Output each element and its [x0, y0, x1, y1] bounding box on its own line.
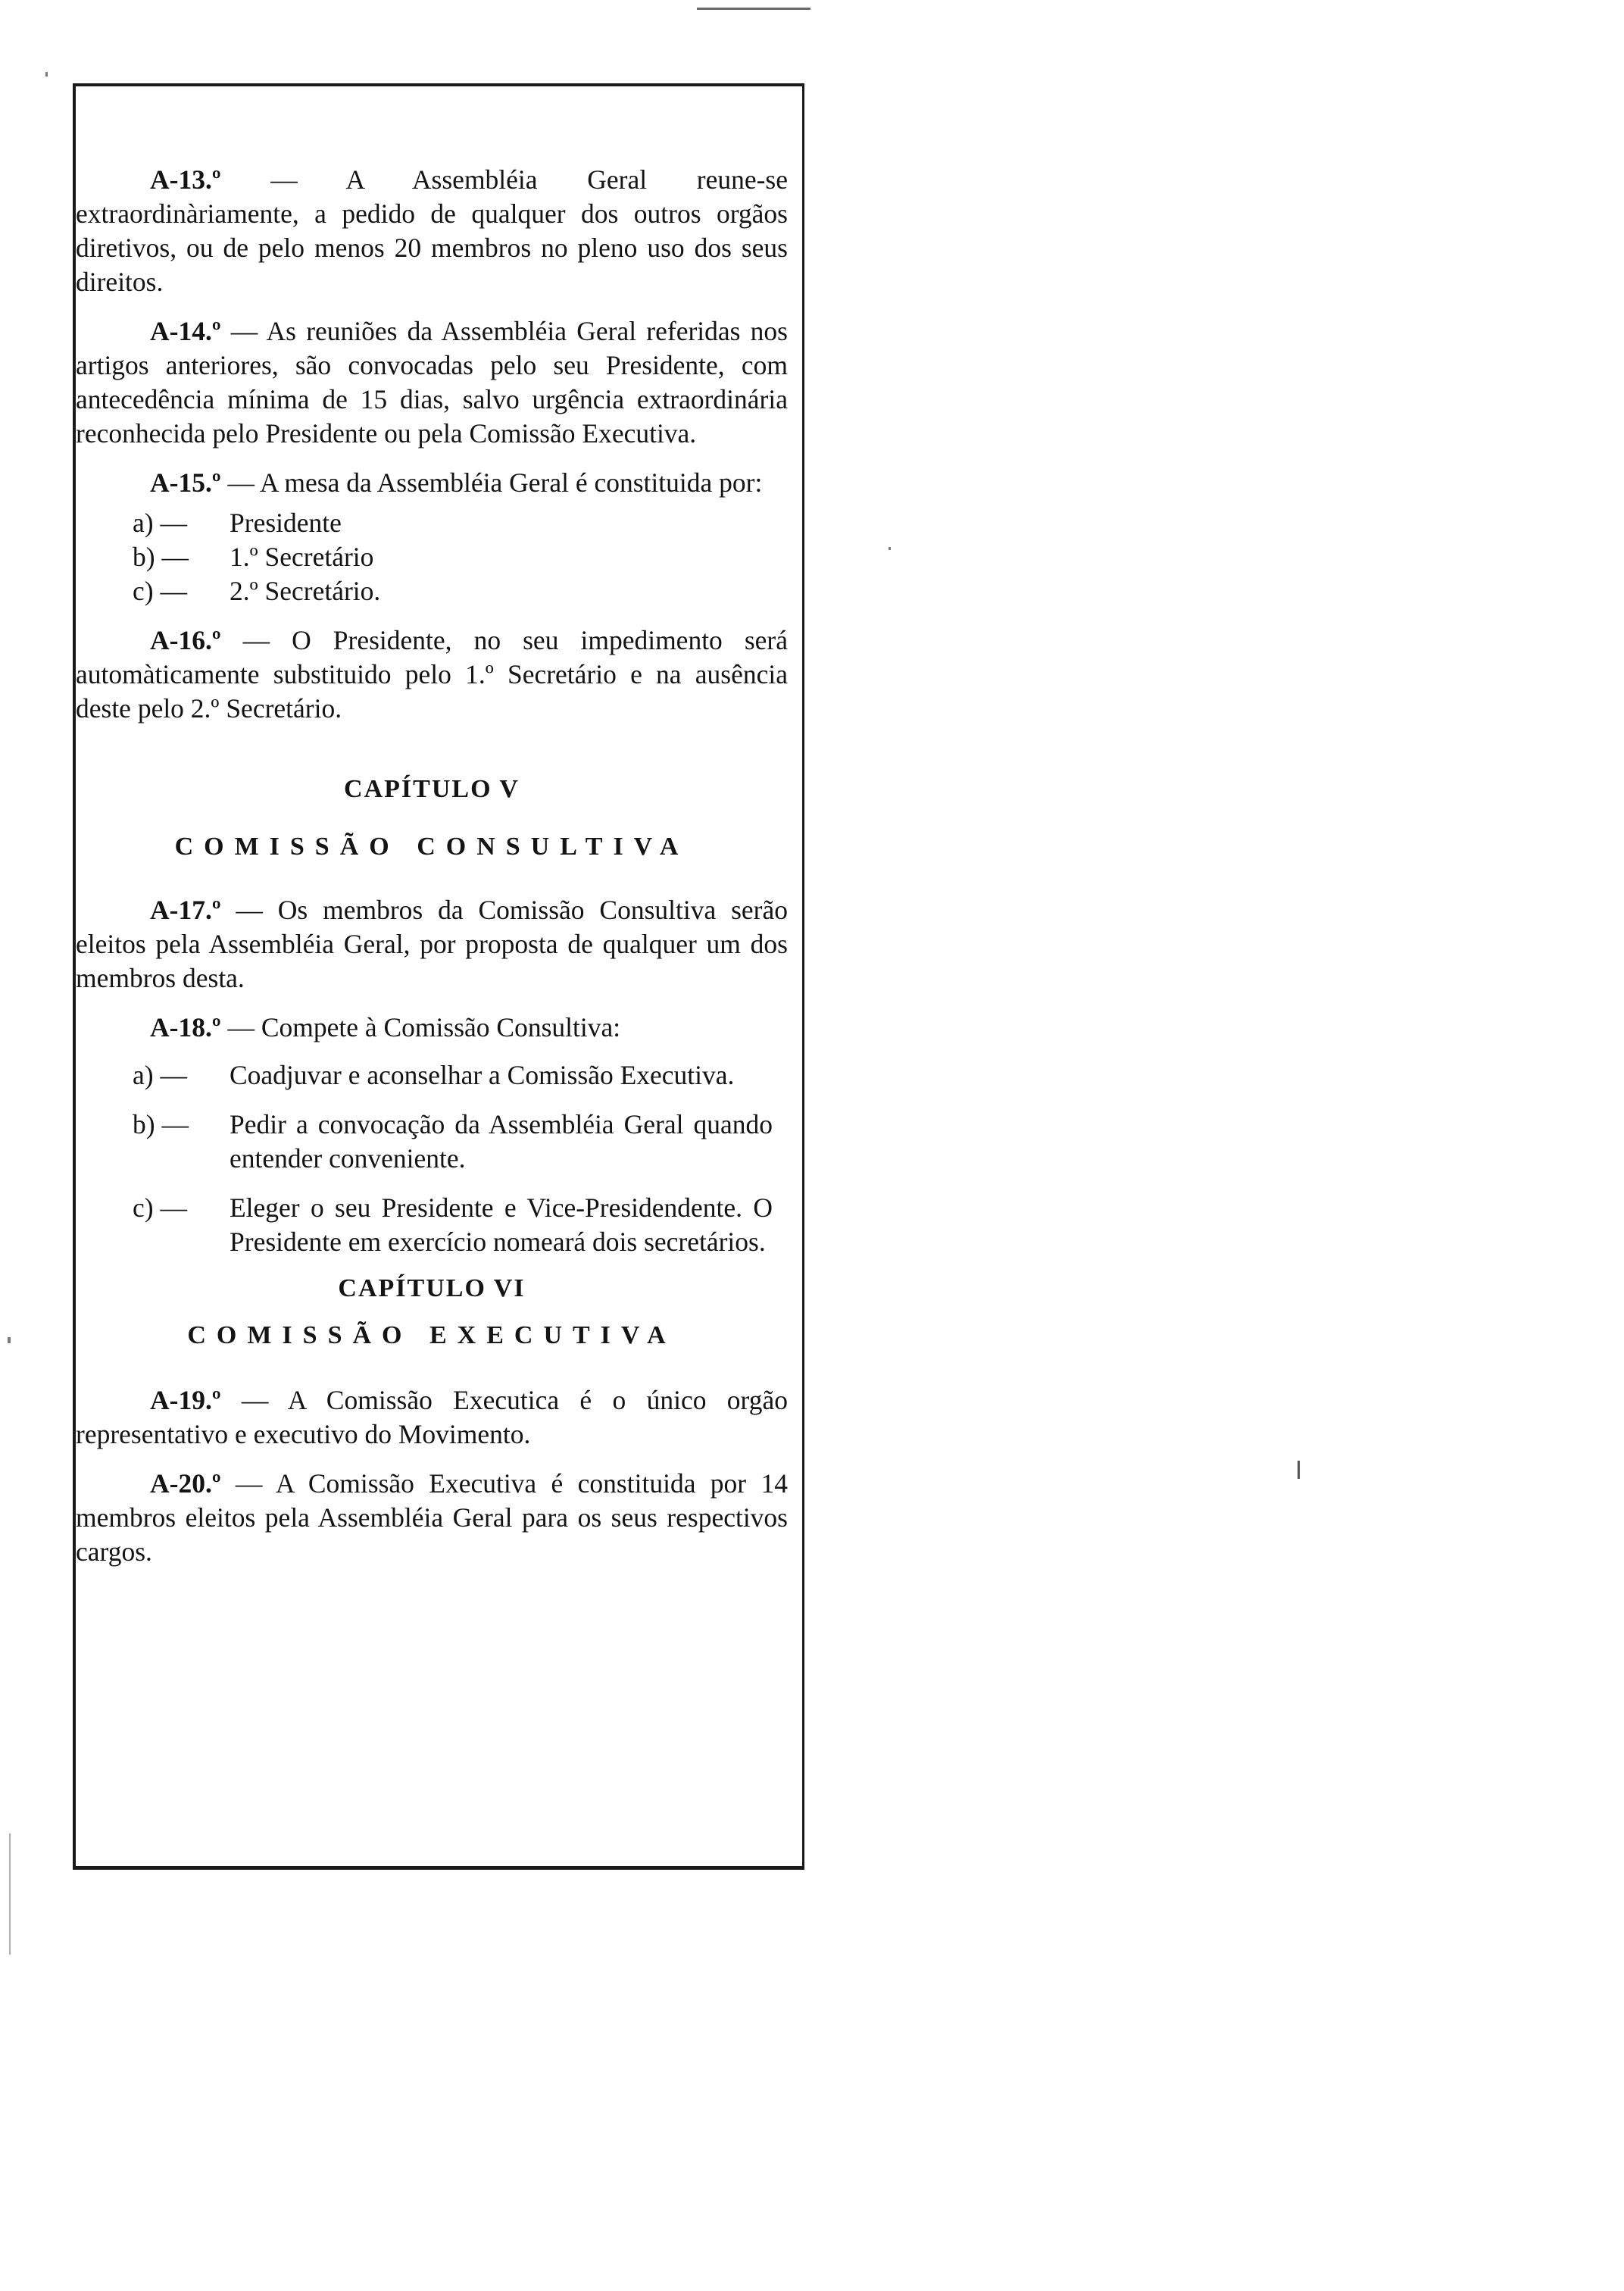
list-text: Coadjuvar e aconselhar a Comissão Executiva. [230, 1060, 735, 1090]
list-text: 1.º Secretário [230, 542, 374, 572]
article-text: — A Assembléia Geral reune-se extraordinàriamente, a pedido de qualquer dos outros orgãos diretivos, ou de pelo menos 20 membros no pleno uso dos seus direitos. [76, 164, 788, 297]
article-code: A-18.º [150, 1012, 221, 1042]
article-code: A-20.º [150, 1468, 221, 1499]
chapter-title: COMISSÃO EXECUTIVA [187, 1321, 676, 1349]
list-item [76, 506, 788, 540]
list-text: Eleger o seu Presidente e Vice-Presidendente. O Presidente em exercício nomeará dois secretários. [230, 1192, 773, 1257]
list-text: 2.º Secretário. [230, 576, 381, 606]
scan-speck [45, 72, 48, 77]
chapter-label: CAPÍTULO VI [338, 1274, 526, 1302]
document-body [76, 148, 788, 1584]
list-mesa [76, 506, 788, 608]
list-item [76, 1191, 788, 1259]
list-item [76, 574, 788, 608]
list-item [76, 540, 788, 574]
article-code: A-13.º [150, 164, 221, 195]
article-a20 [76, 1467, 788, 1569]
article-a19 [76, 1383, 788, 1452]
article-text: — O Presidente, no seu impedimento será automàticamente substituido pelo 1.º Secretário e na ausência deste pelo 2.º Secretário. [76, 625, 788, 724]
list-marker: b) — [133, 542, 189, 572]
list-competencias [76, 1058, 788, 1259]
article-code: A-16.º [150, 625, 221, 655]
article-text: — A Comissão Executiva é constituida por 14 membros eleitos pela Assembléia Geral para os seus respectivos cargos. [76, 1468, 788, 1567]
article-code: A-19.º [150, 1385, 221, 1415]
article-code: A-15.º [150, 467, 221, 498]
scan-edge-line [697, 8, 810, 10]
article-a14 [76, 314, 788, 451]
list-text: Pedir a convocação da Assembléia Geral quando entender conveniente. [230, 1109, 773, 1174]
chapter-title: COMISSÃO CONSULTIVA [174, 833, 689, 861]
scan-speck [889, 547, 891, 550]
article-a15 [76, 466, 788, 500]
list-marker: a) — [133, 1060, 187, 1090]
list-item [76, 1058, 788, 1092]
list-item [76, 1108, 788, 1176]
article-a16 [76, 624, 788, 726]
article-text: — As reuniões da Assembléia Geral referidas nos artigos anteriores, são convocadas pelo seu Presidente, com antecedência mínima de 15 dias, salvo urgência extraordinária reconhecida pelo Presidente ou pela Comissão Executiva. [76, 316, 788, 449]
chapter-label: CAPÍTULO V [344, 775, 520, 803]
article-a17 [76, 893, 788, 995]
article-a18 [76, 1011, 788, 1045]
list-text: Presidente [230, 508, 342, 538]
list-marker: a) — [133, 508, 187, 538]
list-marker: b) — [133, 1109, 189, 1139]
article-text: — A mesa da Assembléia Geral é constituida por: [220, 467, 763, 498]
article-text: — A Comissão Executica é o único orgão representativo e executivo do Movimento. [76, 1385, 788, 1449]
article-a13 [76, 163, 788, 299]
article-text: — Compete à Comissão Consultiva: [220, 1012, 621, 1042]
article-code: A-14.º [150, 316, 221, 346]
scan-speck [8, 1337, 11, 1343]
article-code: A-17.º [150, 895, 221, 925]
scan-speck [1298, 1461, 1300, 1479]
scan-speck [9, 1833, 11, 1955]
article-text: — Os membros da Comissão Consultiva serão eleitos pela Assembléia Geral, por proposta de qualquer um dos membros desta. [76, 895, 788, 993]
list-marker: c) — [133, 576, 187, 606]
list-marker: c) — [133, 1192, 187, 1223]
